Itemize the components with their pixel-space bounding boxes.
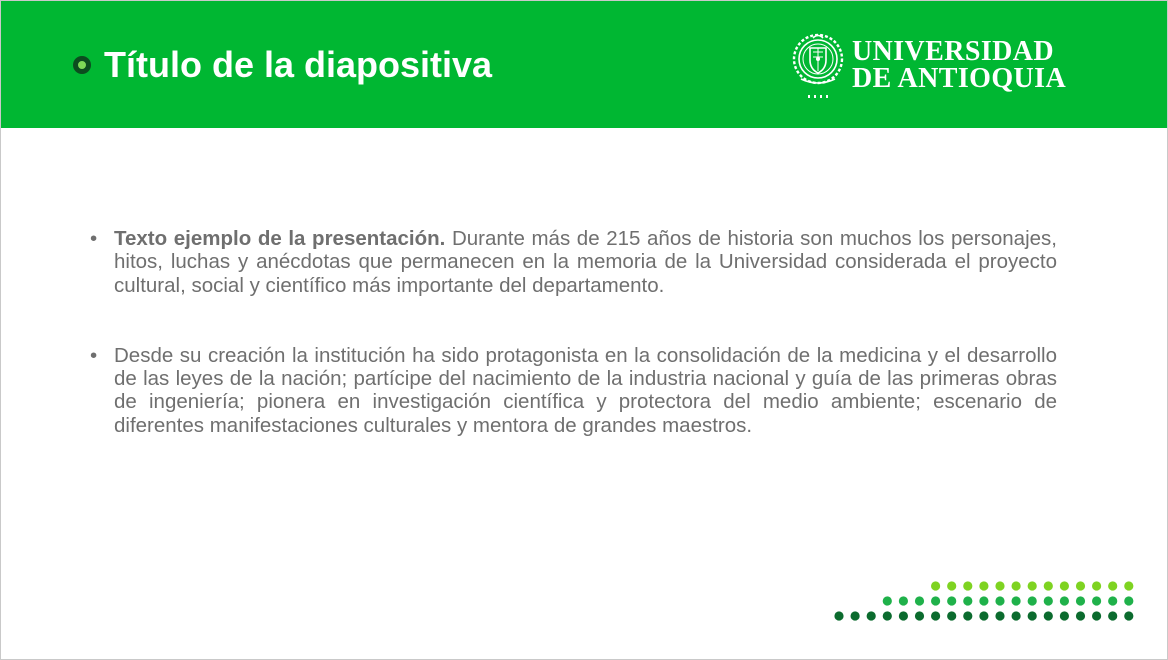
bullet-icon: •: [90, 343, 98, 367]
decorative-dot: [834, 611, 843, 620]
header-bar: [1, 1, 1167, 128]
decorative-dot: [899, 596, 908, 605]
decorative-dot: [1012, 581, 1021, 590]
decorative-dot: [851, 611, 860, 620]
logo-line-1: UNIVERSIDAD: [852, 36, 1054, 67]
decorative-dot: [1124, 596, 1133, 605]
university-wordmark: [852, 38, 1066, 92]
university-logo: [791, 29, 1081, 101]
decorative-dot: [899, 611, 908, 620]
decorative-dot: [1124, 611, 1133, 620]
decorative-dot: [1060, 611, 1069, 620]
decorative-dot: [1028, 581, 1037, 590]
decorative-dot: [1060, 581, 1069, 590]
decorative-dot: [1060, 596, 1069, 605]
decorative-dot: [931, 596, 940, 605]
decorative-dot: [931, 581, 940, 590]
decorative-dot: [963, 596, 972, 605]
decorative-dot: [1108, 596, 1117, 605]
decorative-dot: [979, 611, 988, 620]
decorative-dot: [1092, 596, 1101, 605]
decorative-dot: [1076, 581, 1085, 590]
decorative-dot: [1108, 581, 1117, 590]
decorative-dot: [1044, 581, 1053, 590]
decorative-dot: [995, 611, 1004, 620]
decorative-dot: [915, 596, 924, 605]
decorative-dot: [979, 581, 988, 590]
slide-body: [87, 227, 1057, 437]
decorative-dot: [1044, 596, 1053, 605]
decorative-dot: [995, 596, 1004, 605]
bullet-text: Durante más de 215 años de historia son muchos los personajes, hitos, luchas y anécdotas que permanecen en la memoria de la Universidad considerada el proyecto cultural, social y científico más importante del departamento.: [114, 227, 1057, 297]
bullet-item: [87, 344, 1057, 437]
bullet-icon: •: [90, 227, 98, 250]
decorative-dot: [867, 611, 876, 620]
decorative-dot: [1044, 611, 1053, 620]
decorative-dot: [963, 611, 972, 620]
decorative-dot: [1012, 596, 1021, 605]
decorative-dot: [1028, 596, 1037, 605]
decorative-dot: [883, 611, 892, 620]
slide-title: Título de la diapositiva: [104, 44, 493, 85]
decorative-dot: [979, 596, 988, 605]
university-seal-icon: [791, 29, 845, 101]
decorative-dot: [931, 611, 940, 620]
decorative-dot: [1076, 596, 1085, 605]
decorative-dot: [1012, 611, 1021, 620]
decorative-dot: [1124, 581, 1133, 590]
decorative-dot: [1076, 611, 1085, 620]
bullet-text: Desde su creación la institución ha sido protagonista en la consolidación de la medicina y el desarrollo de las leyes de la nación; partícipe del nacimiento de la industria nacional y guía de las primeras obras de ingeniería; pionera en investigación científica y protectora del medio ambiente; escenario de diferentes manifestaciones culturales y mentora de grandes maestros.: [114, 343, 1057, 437]
bullet-item: [87, 227, 1057, 297]
decorative-dot: [947, 611, 956, 620]
decorative-dot: [1028, 611, 1037, 620]
decorative-dot: [883, 596, 892, 605]
decorative-dot: [995, 581, 1004, 590]
decorative-dot: [1092, 611, 1101, 620]
decorative-dot: [1092, 581, 1101, 590]
title-bullet-icon: [73, 56, 91, 74]
decorative-dot: [947, 581, 956, 590]
decorative-dot: [947, 596, 956, 605]
decorative-dot: [1108, 611, 1117, 620]
decorative-dot-pattern: [827, 579, 1137, 629]
bullet-lead: Texto ejemplo de la presentación.: [114, 227, 446, 250]
decorative-dot: [963, 581, 972, 590]
logo-line-2: DE ANTIOQUIA: [852, 63, 1067, 94]
decorative-dot: [915, 611, 924, 620]
